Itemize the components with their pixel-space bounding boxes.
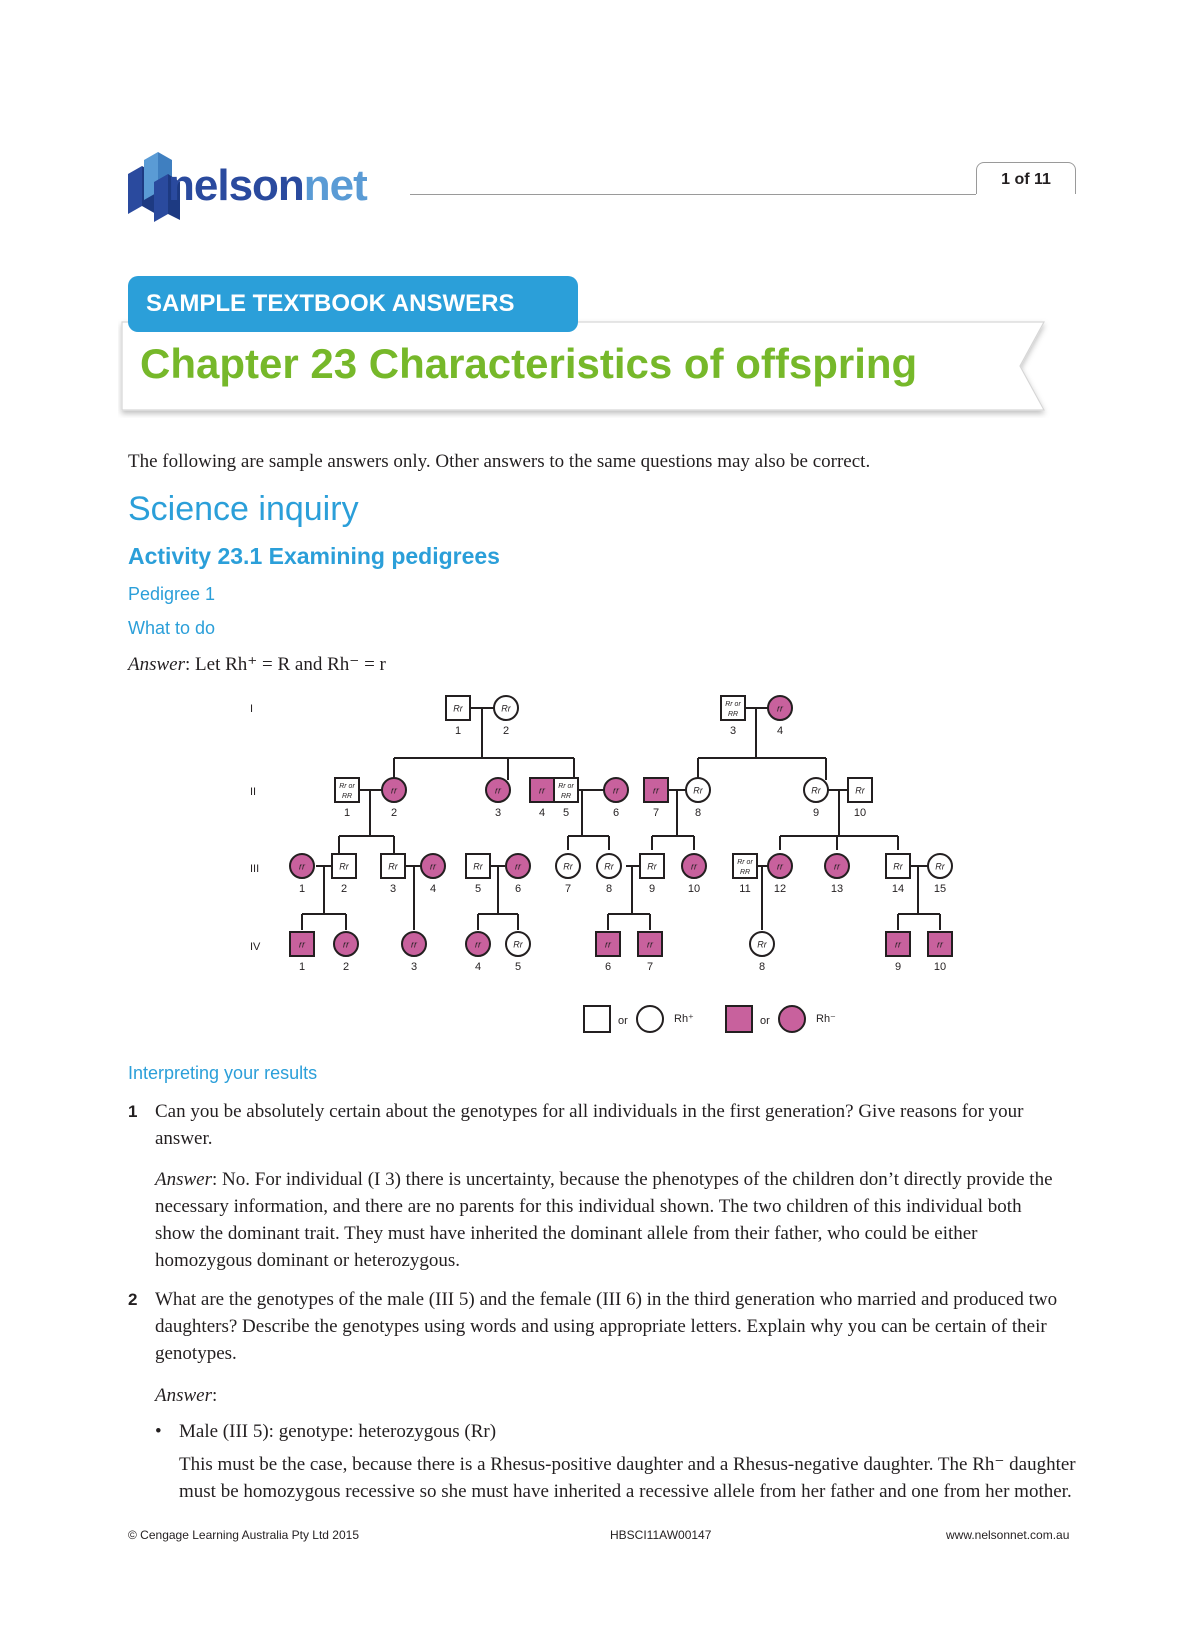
genotype-label: rr: [411, 939, 417, 950]
genotype-label: Rr: [339, 861, 349, 872]
individual-ii-3: [486, 778, 510, 819]
genotype-label: Rr: [604, 861, 614, 872]
genotype-label: Rr: [453, 703, 463, 714]
individual-iii-11: [733, 854, 757, 895]
individual-ii-4: [530, 778, 554, 819]
individual-iii-2: [332, 854, 356, 895]
individual-iv-1: [290, 932, 314, 973]
genotype-label: Rr: [693, 785, 703, 796]
individual-number: 5: [562, 807, 570, 819]
individual-number: 2: [340, 883, 348, 895]
genotype-label: Rr: [473, 861, 483, 872]
q2-explanation: This must be the case, because there is a Rhesus-positive daughter and a Rhesus-negative daughter. The Rh⁻ daughter must be homozygous recessive so she must have inherited a recessive allele from her father and one from her mother.: [179, 1454, 1076, 1502]
individual-number: 5: [474, 883, 482, 895]
individual-number: 9: [812, 807, 820, 819]
q2-answer-colon: :: [212, 1385, 218, 1406]
legend-label-rh-neg: Rh⁻: [816, 1013, 836, 1025]
genotype-label: Rr: [501, 703, 511, 714]
individual-iii-7: [556, 854, 580, 895]
individual-number: 13: [830, 883, 844, 895]
footer-copyright: © Cengage Learning Australia Pty Ltd 2015: [128, 1528, 359, 1542]
individual-number: 10: [933, 961, 947, 973]
section-heading: Science inquiry: [128, 490, 359, 528]
genotype-label: rr: [391, 785, 397, 796]
individual-number: 7: [564, 883, 572, 895]
genotype-label: rr: [653, 785, 659, 796]
individual-i-1: [446, 696, 470, 737]
individual-iii-15: [928, 854, 952, 895]
individual-number: 4: [538, 807, 546, 819]
individual-number: 3: [410, 961, 418, 973]
individual-number: 1: [298, 883, 306, 895]
individual-ii-5: [554, 778, 578, 819]
individual-ii-2: [382, 778, 406, 819]
q2-bullet-text: Male (III 5): genotype: heterozygous (Rr): [179, 1421, 497, 1442]
individual-iv-3: [402, 932, 426, 973]
legend-or-2: or: [760, 1015, 770, 1027]
genotype-label: rr: [691, 861, 697, 872]
individual-iv-10: [928, 932, 952, 973]
individual-number: 6: [604, 961, 612, 973]
individual-iv-6: [596, 932, 620, 973]
pedigree-legend: [584, 1006, 836, 1032]
individual-iii-13: [825, 854, 849, 895]
individual-number: 2: [390, 807, 398, 819]
individual-number: 3: [494, 807, 502, 819]
individual-number: 14: [891, 883, 905, 895]
genotype-label: rr: [475, 939, 481, 950]
genotype-label: rr: [834, 861, 840, 872]
individual-number: 11: [739, 883, 751, 895]
genotype-label: rr: [777, 861, 783, 872]
q2-answer-heading: [155, 1382, 217, 1409]
genotype-label-alt: RR: [727, 711, 739, 718]
footer-code: HBSCI11AW00147: [610, 1528, 712, 1542]
genotype-label: Rr: [811, 785, 821, 796]
genotype-label: Rr or: [737, 859, 753, 866]
individual-i-3: [721, 696, 745, 737]
individual-iii-12: [768, 854, 792, 895]
genotype-label: Rr: [935, 861, 945, 872]
genotype-label: rr: [777, 703, 783, 714]
legend-unaffected-male-symbol: [584, 1006, 610, 1032]
genotype-label: rr: [299, 861, 305, 872]
logo-text-net: net: [303, 161, 367, 210]
logo-text-nelson: nelson: [168, 161, 304, 210]
individual-number: 8: [605, 883, 613, 895]
q2-question: What are the genotypes of the male (III 5) and the female (III 6) in the third generation who married and produced two daughters? Describe the genotypes using words and using appropriate letters. Explain why you can be certain of their genotypes.: [155, 1289, 1058, 1364]
individual-i-2: [494, 696, 518, 737]
genotype-label: rr: [299, 939, 305, 950]
individual-iii-1: [290, 854, 314, 895]
legend-label-rh-pos: Rh⁺: [674, 1013, 694, 1025]
legend-unaffected-female-symbol: [637, 1006, 663, 1032]
individual-number: 1: [298, 961, 306, 973]
individual-number: 7: [652, 807, 660, 819]
individual-number: 6: [514, 883, 522, 895]
genotype-label: rr: [495, 785, 501, 796]
individual-number: 4: [429, 883, 437, 895]
intro-text: The following are sample answers only. Other answers to the same questions may also be correct.: [128, 451, 871, 472]
individual-iii-10: [682, 854, 706, 895]
genotype-label: rr: [895, 939, 901, 950]
genotype-label: rr: [430, 861, 436, 872]
individual-number: 7: [646, 961, 654, 973]
generation-label-III: III: [250, 863, 260, 875]
q1-number: 1: [128, 1102, 138, 1121]
individual-number: 4: [776, 725, 784, 737]
genotype-label: Rr: [893, 861, 903, 872]
genotype-label: Rr: [647, 861, 657, 872]
individual-number: 2: [342, 961, 350, 973]
interpreting-heading: Interpreting your results: [128, 1063, 318, 1083]
q1-answer: [155, 1166, 1065, 1274]
individual-ii-10: [848, 778, 872, 819]
individual-iii-8: [597, 854, 621, 895]
individual-number: 2: [502, 725, 510, 737]
individual-ii-7: [644, 778, 668, 819]
answer-label: Answer: [128, 654, 185, 675]
page-counter: 1 of 11: [976, 162, 1076, 194]
genotype-label: Rr or: [339, 783, 355, 790]
sample-answers-tag: SAMPLE TEXTBOOK ANSWERS: [128, 276, 578, 332]
individual-iv-4: [466, 932, 490, 973]
individual-number: 12: [773, 883, 787, 895]
individual-ii-6: [604, 778, 628, 819]
answer-let-text: : Let Rh⁺ = R and Rh⁻ = r: [185, 654, 386, 675]
generation-label-IV: IV: [250, 941, 261, 953]
genotype-label-alt: RR: [341, 793, 353, 800]
genotype-label: Rr: [513, 939, 523, 950]
q1-answer-text: : No. For individual (I 3) there is uncertainty, because the phenotypes of the children don’t directly provide the necessary information, and there are no parents for this individual shown. The two children of this individual both show the dominant trait. They must have inherited the dominant allele from their father, who could be either homozygous dominant or heterozygous.: [155, 1169, 1053, 1271]
individual-iii-6: [506, 854, 530, 895]
individual-iv-7: [638, 932, 662, 973]
genotype-label-alt: RR: [560, 793, 572, 800]
individual-number: 9: [648, 883, 656, 895]
q2-answer-label: Answer: [155, 1385, 212, 1406]
q1-question: Can you be absolutely certain about the genotypes for all individuals in the first generation? Give reasons for your answer.: [155, 1101, 1024, 1149]
individual-number: 8: [694, 807, 702, 819]
individual-number: 15: [933, 883, 947, 895]
individual-number: 3: [389, 883, 397, 895]
individual-ii-1: [335, 778, 359, 819]
individual-iii-5: [466, 854, 490, 895]
generation-label-II: II: [250, 786, 257, 798]
pedigree-lines: [302, 708, 940, 930]
genotype-label: Rr or: [725, 701, 741, 708]
individual-iv-2: [334, 932, 358, 973]
individual-number: 1: [454, 725, 462, 737]
footer-url: www.nelsonnet.com.au: [946, 1528, 1070, 1542]
individual-number: 1: [343, 807, 351, 819]
legend-affected-female-symbol: [779, 1006, 805, 1032]
genotype-label: Rr or: [558, 783, 574, 790]
individual-iii-14: [886, 854, 910, 895]
individual-iii-4: [421, 854, 445, 895]
genotype-label: rr: [647, 939, 653, 950]
individual-iii-3: [381, 854, 405, 895]
pedigree-individuals: [290, 696, 952, 973]
genotype-label: Rr: [855, 785, 865, 796]
individual-iii-9: [640, 854, 664, 895]
individual-number: 3: [729, 725, 737, 737]
legend-or-1: or: [618, 1015, 628, 1027]
individual-iv-5: [506, 932, 530, 973]
individual-iv-8: [750, 932, 774, 973]
genotype-label: Rr: [757, 939, 767, 950]
individual-iv-9: [886, 932, 910, 973]
genotype-label-alt: RR: [739, 869, 751, 876]
genotype-label: rr: [605, 939, 611, 950]
individual-number: 5: [514, 961, 522, 973]
generation-label-I: I: [250, 703, 254, 715]
individual-number: 4: [474, 961, 482, 973]
legend-affected-male-symbol: [726, 1006, 752, 1032]
pedigree-subheading: Pedigree 1: [128, 584, 216, 604]
individual-number: 10: [687, 883, 701, 895]
genotype-label: rr: [343, 939, 349, 950]
q2-number: 2: [128, 1290, 138, 1309]
individual-ii-8: [686, 778, 710, 819]
individual-ii-9: [804, 778, 828, 819]
generation-labels: [250, 703, 261, 953]
genotype-label: rr: [937, 939, 943, 950]
individual-number: 10: [853, 807, 867, 819]
genotype-label: Rr: [563, 861, 573, 872]
q1-answer-label: Answer: [155, 1169, 212, 1190]
q2-bullet-symbol: •: [155, 1421, 162, 1442]
genotype-label: rr: [613, 785, 619, 796]
individual-number: 9: [894, 961, 902, 973]
what-to-do-heading: What to do: [128, 618, 216, 638]
genotype-label: rr: [539, 785, 545, 796]
activity-heading: Activity 23.1 Examining pedigrees: [128, 543, 500, 569]
individual-number: 8: [758, 961, 766, 973]
individual-number: 6: [612, 807, 620, 819]
individual-i-4: [768, 696, 792, 737]
genotype-label: rr: [515, 861, 521, 872]
genotype-label: Rr: [388, 861, 398, 872]
chapter-title: Chapter 23 Characteristics of offspring: [140, 340, 918, 387]
